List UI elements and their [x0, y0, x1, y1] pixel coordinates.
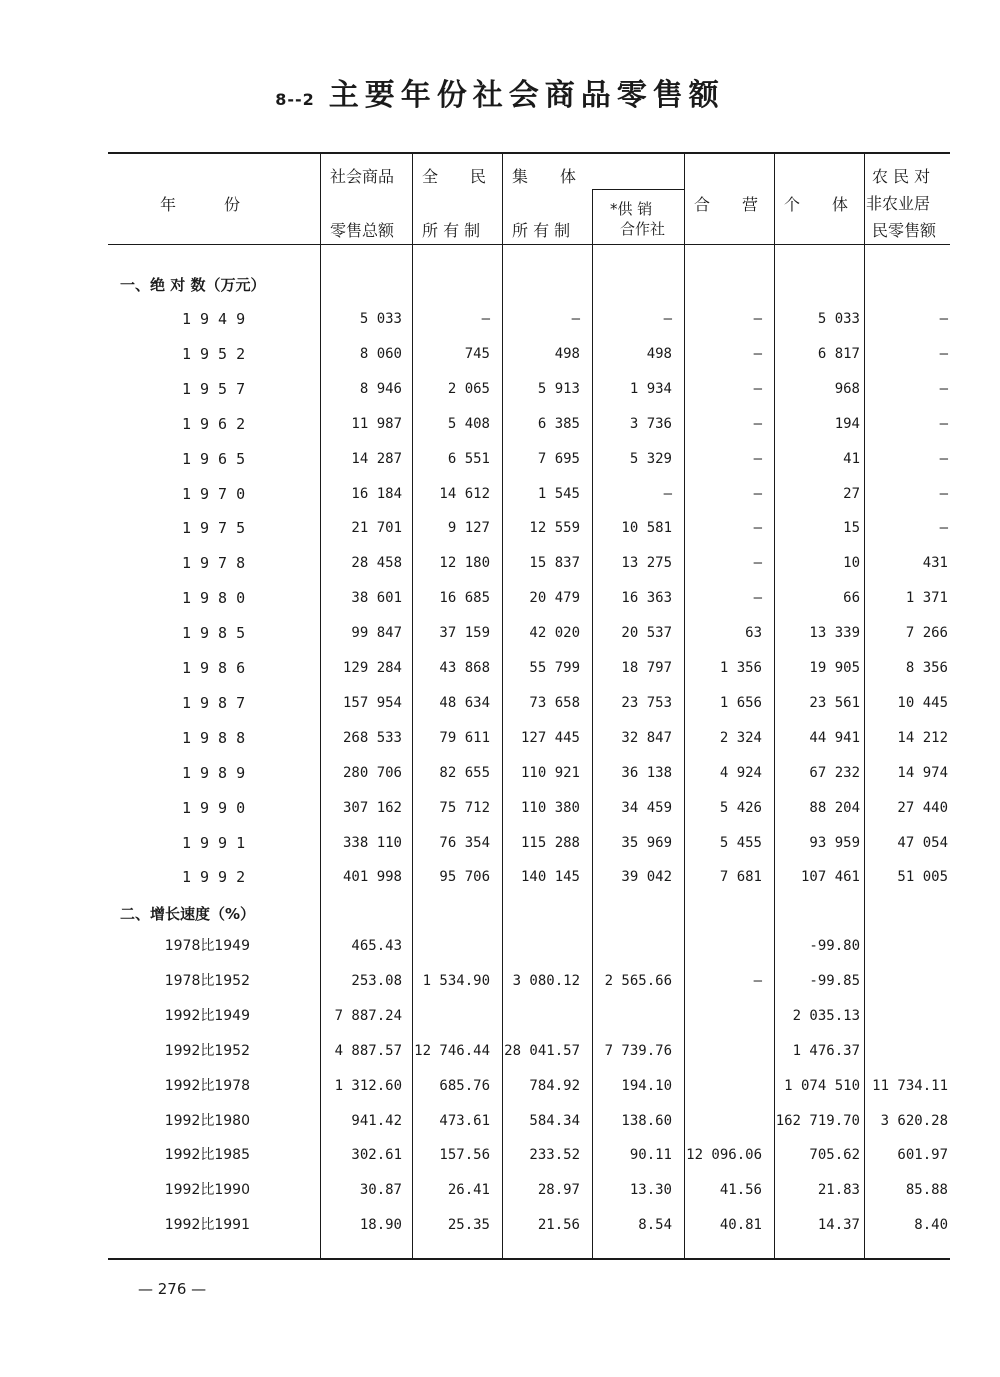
table-cell: 2 565.66 [604, 972, 672, 989]
table-cell: -99.85 [809, 972, 860, 989]
table-cell: — [663, 311, 672, 327]
table-cell: 601.97 [897, 1147, 948, 1164]
table-cell: — [753, 555, 762, 572]
table-cell: 16 363 [621, 590, 672, 607]
row-comparison: 1992比1952 [164, 1042, 250, 1059]
table-cell: 1 656 [719, 694, 762, 711]
table-cell: 941.42 [351, 1112, 402, 1129]
table-cell: -99.80 [809, 938, 860, 954]
table-cell: 194 [834, 415, 860, 432]
column-rule [592, 189, 593, 1258]
table-cell: 7 681 [719, 869, 762, 886]
table-cell: 2 035.13 [792, 1007, 860, 1024]
row-year: 1988 [182, 728, 255, 747]
table-cell: 10 445 [897, 694, 948, 711]
table-cell [504, 1005, 580, 1027]
table-cell: 15 [843, 520, 860, 537]
table-cell: 268 533 [342, 729, 402, 746]
table-cell: 784.92 [529, 1077, 580, 1094]
table-cell: 110 921 [520, 764, 580, 781]
table-cell: 194.10 [621, 1077, 672, 1094]
row-year: 1978 [182, 554, 255, 573]
table-cell: 14 974 [897, 764, 948, 781]
header-collective-top: 集 体 [512, 167, 577, 186]
row-comparison: 1992比1985 [164, 1147, 250, 1164]
coop-subheader-rule [592, 189, 684, 190]
table-cell: 67 232 [809, 764, 860, 781]
table-cell: — [939, 380, 948, 397]
table-cell: — [753, 415, 762, 432]
table-cell: 307 162 [342, 799, 402, 816]
row-year: 1952 [182, 344, 255, 363]
table-cell: 431 [922, 555, 948, 572]
table-cell: 16 184 [351, 485, 402, 502]
table-cell [682, 1005, 762, 1027]
table-cell: — [939, 415, 948, 432]
table-cell [504, 935, 580, 957]
table-cell: 302.61 [351, 1147, 402, 1164]
table-cell: 27 [843, 485, 860, 502]
table-cell [414, 1005, 490, 1027]
table-cell: 3 736 [629, 415, 672, 432]
row-year: 1991 [182, 833, 255, 852]
table-cell: 48 634 [439, 694, 490, 711]
table-cell: 8.40 [914, 1217, 948, 1234]
table-cell: — [481, 311, 490, 327]
table-cell: 37 159 [439, 625, 490, 642]
table-cell: 11 734.11 [872, 1077, 948, 1094]
table-cell: — [939, 520, 948, 537]
table-cell [682, 935, 762, 957]
table-cell: 28 458 [351, 555, 402, 572]
table-cell: 42 020 [529, 625, 580, 642]
row-comparison: 1992比1991 [164, 1217, 250, 1234]
table-cell [868, 935, 948, 957]
header-farmer-1: 农 民 对 [872, 167, 931, 186]
header-year: 年 份 [160, 195, 241, 214]
header-total-top: 社会商品 [330, 167, 395, 186]
table-cell: 6 385 [537, 415, 580, 432]
table-cell [594, 935, 672, 957]
table-cell: 12 559 [529, 520, 580, 537]
table-cell: 13 339 [809, 625, 860, 642]
table-cell: 27 440 [897, 799, 948, 816]
table-cell: 7 887.24 [334, 1007, 402, 1024]
table-cell [594, 1005, 672, 1027]
table-cell: 32 847 [621, 729, 672, 746]
table-cell: 4 924 [719, 764, 762, 781]
table-cell: — [753, 345, 762, 362]
header-state-top: 全 民 [422, 167, 487, 186]
table-cell: 6 817 [817, 345, 860, 362]
table-cell: 5 408 [447, 415, 490, 432]
table-cell: 1 356 [719, 660, 762, 676]
table-cell: 28.97 [537, 1182, 580, 1199]
row-year: 1957 [182, 379, 255, 398]
table-cell: 23 561 [809, 694, 860, 711]
table-cell: 9 127 [447, 520, 490, 537]
table-cell: — [753, 972, 762, 989]
table-cell: 47 054 [897, 834, 948, 851]
table-cell: 7 266 [905, 625, 948, 642]
header-joint: 合 营 [694, 195, 759, 214]
table-cell: 39 042 [621, 869, 672, 886]
header-bottom-rule [108, 244, 950, 245]
table-cell: 93 959 [809, 834, 860, 851]
table-cell: 705.62 [809, 1147, 860, 1164]
table-cell: 745 [464, 345, 490, 362]
row-comparison: 1978比1952 [164, 972, 250, 989]
table-cell [682, 1075, 762, 1097]
table-cell: 5 913 [537, 380, 580, 397]
table-cell: 73 658 [529, 694, 580, 711]
row-year: 1989 [182, 763, 255, 782]
table-cell: 13 275 [621, 555, 672, 572]
table-cell: 4 887.57 [334, 1042, 402, 1059]
table-cell: 7 695 [537, 450, 580, 467]
table-cell: — [939, 450, 948, 467]
table-cell: — [753, 520, 762, 537]
section-absolute: 一、绝 对 数（万元） [120, 276, 266, 294]
table-cell: 66 [843, 590, 860, 607]
header-coop-bottom: 合作社 [620, 220, 666, 238]
table-cell: 14 612 [439, 485, 490, 502]
table-cell: 18 797 [621, 660, 672, 676]
column-rule [320, 153, 321, 1258]
table-cell: 968 [834, 380, 860, 397]
page-title [0, 70, 1000, 114]
table-cell: — [663, 485, 672, 502]
table-cell: 1 534.90 [422, 972, 490, 989]
table-cell: 115 288 [520, 834, 580, 851]
table-cell: 685.76 [439, 1077, 490, 1094]
table-cell: 28 041.57 [504, 1042, 580, 1059]
table-cell: 129 284 [342, 660, 402, 676]
table-cell: 34 459 [621, 799, 672, 816]
table-cell: 280 706 [342, 764, 402, 781]
table-cell: 82 655 [439, 764, 490, 781]
table-cell [868, 1040, 948, 1062]
table-cell: 8.54 [638, 1217, 672, 1234]
row-year: 1975 [182, 519, 255, 538]
table-cell: 2 324 [719, 729, 762, 746]
table-cell: 79 611 [439, 729, 490, 746]
table-cell: 584.34 [529, 1112, 580, 1129]
table-cell: 8 060 [359, 345, 402, 362]
table-cell: 2 065 [447, 380, 490, 397]
table-cell: 20 479 [529, 590, 580, 607]
table-cell: 14.37 [817, 1217, 860, 1234]
table-cell: 75 712 [439, 799, 490, 816]
table-cell: 5 033 [359, 311, 402, 327]
table-cell: 338 110 [342, 834, 402, 851]
table-cell [682, 1110, 762, 1132]
table-cell: 19 905 [809, 660, 860, 676]
header-total-bottom: 零售总额 [330, 221, 395, 240]
table-cell: 138.60 [621, 1112, 672, 1129]
table-cell: 11 987 [351, 415, 402, 432]
table-cell: 85.88 [905, 1182, 948, 1199]
table-cell: 5 455 [719, 834, 762, 851]
table-cell: 8 356 [905, 660, 948, 676]
row-year: 1949 [182, 310, 255, 328]
table-cell: 473.61 [439, 1112, 490, 1129]
table-cell: — [753, 450, 762, 467]
row-year: 1965 [182, 449, 255, 468]
table-cell: 162 719.70 [775, 1112, 860, 1129]
table-cell: — [939, 485, 948, 502]
table-cell: 157.56 [439, 1147, 490, 1164]
header-farmer-2: 非农业居 [866, 194, 931, 213]
table-cell: 5 329 [629, 450, 672, 467]
row-comparison: 1992比1990 [164, 1182, 250, 1199]
table-cell: 38 601 [351, 590, 402, 607]
table-bottom-rule [108, 1258, 950, 1260]
table-cell: 1 545 [537, 485, 580, 502]
table-cell: — [753, 311, 762, 327]
table-cell: — [753, 380, 762, 397]
table-cell: — [939, 345, 948, 362]
row-year: 1980 [182, 589, 255, 608]
row-year: 1970 [182, 484, 255, 503]
row-year: 1986 [182, 659, 255, 677]
table-cell: 233.52 [529, 1147, 580, 1164]
table-cell: 18.90 [359, 1217, 402, 1234]
table-cell: 401 998 [342, 869, 402, 886]
table-cell: — [753, 485, 762, 502]
table-cell: 3 620.28 [880, 1112, 948, 1129]
table-cell: 36 138 [621, 764, 672, 781]
table-cell: 5 033 [817, 311, 860, 327]
table-cell: 43 868 [439, 660, 490, 676]
table-cell: 10 [843, 555, 860, 572]
header-state-bottom: 所 有 制 [422, 221, 481, 240]
table-cell: — [939, 311, 948, 327]
table-cell [868, 1005, 948, 1027]
table-cell: 25.35 [447, 1217, 490, 1234]
table-cell: 63 [745, 625, 762, 642]
table-cell: 99 847 [351, 625, 402, 642]
table-cell: 1 312.60 [334, 1077, 402, 1094]
table-cell: 21 701 [351, 520, 402, 537]
table-cell: 44 941 [809, 729, 860, 746]
table-cell: 157 954 [342, 694, 402, 711]
table-cell: 21.56 [537, 1217, 580, 1234]
header-individual: 个 体 [784, 195, 849, 214]
table-cell: 35 969 [621, 834, 672, 851]
table-cell: 1 476.37 [792, 1042, 860, 1059]
row-year: 1990 [182, 798, 255, 817]
table-cell: 51 005 [897, 869, 948, 886]
table-cell: 88 204 [809, 799, 860, 816]
table-cell: 41.56 [719, 1182, 762, 1199]
table-cell: 12 180 [439, 555, 490, 572]
table-cell: 8 946 [359, 380, 402, 397]
table-cell: 498 [646, 345, 672, 362]
table-cell: 13.30 [629, 1182, 672, 1199]
row-year: 1992 [182, 868, 255, 887]
table-cell: 107 461 [800, 869, 860, 886]
table-cell: 10 581 [621, 520, 672, 537]
column-rule [502, 153, 503, 1258]
column-rule [412, 153, 413, 1258]
table-cell: — [753, 590, 762, 607]
header-farmer-3: 民零售额 [872, 221, 937, 240]
table-cell: 7 739.76 [604, 1042, 672, 1059]
table-cell: 16 685 [439, 590, 490, 607]
table-cell: 140 145 [520, 869, 580, 886]
table-cell: 14 287 [351, 450, 402, 467]
table-cell: 21.83 [817, 1182, 860, 1199]
table-cell: 14 212 [897, 729, 948, 746]
header-coop-top: *供 销 [610, 200, 653, 218]
table-cell: 30.87 [359, 1182, 402, 1199]
table-cell: — [571, 311, 580, 327]
table-cell: 127 445 [520, 729, 580, 746]
table-cell [414, 935, 490, 957]
column-rule [864, 153, 865, 1258]
page-number: — 276 — [138, 1280, 207, 1298]
table-cell: 1 074 510 [784, 1077, 860, 1094]
table-cell [868, 970, 948, 992]
table-cell [682, 1040, 762, 1062]
table-cell: 498 [554, 345, 580, 362]
table-cell: 1 934 [629, 380, 672, 397]
row-comparison: 1992比1949 [164, 1007, 250, 1024]
table-cell: 76 354 [439, 834, 490, 851]
row-year: 1985 [182, 624, 255, 643]
table-cell: 110 380 [520, 799, 580, 816]
header-collective-bottom: 所 有 制 [512, 221, 571, 240]
row-year: 1962 [182, 414, 255, 433]
table-cell: 12 746.44 [414, 1042, 490, 1059]
table-cell: 5 426 [719, 799, 762, 816]
table-cell: 253.08 [351, 972, 402, 989]
table-cell: 26.41 [447, 1182, 490, 1199]
table-number: 8--2 [275, 90, 315, 109]
table-cell: 40.81 [719, 1217, 762, 1234]
table-cell: 23 753 [621, 694, 672, 711]
table-cell: 3 080.12 [512, 972, 580, 989]
table-cell: 15 837 [529, 555, 580, 572]
section-growth: 二、增长速度（%） [120, 905, 256, 923]
table-cell: 55 799 [529, 660, 580, 676]
row-comparison: 1992比1980 [164, 1112, 250, 1129]
table-cell: 95 706 [439, 869, 490, 886]
table-cell: 6 551 [447, 450, 490, 467]
table-cell: 12 096.06 [686, 1147, 762, 1164]
table-cell: 90.11 [629, 1147, 672, 1164]
row-year: 1987 [182, 693, 255, 712]
row-comparison: 1992比1978 [164, 1077, 250, 1094]
table-cell: 20 537 [621, 625, 672, 642]
table-cell: 1 371 [905, 590, 948, 607]
header-top-rule [108, 152, 950, 154]
table-cell: 465.43 [351, 938, 402, 954]
table-title: 主要年份社会商品零售额 [328, 78, 725, 113]
table-cell: 41 [843, 450, 860, 467]
row-comparison: 1978比1949 [164, 938, 250, 954]
